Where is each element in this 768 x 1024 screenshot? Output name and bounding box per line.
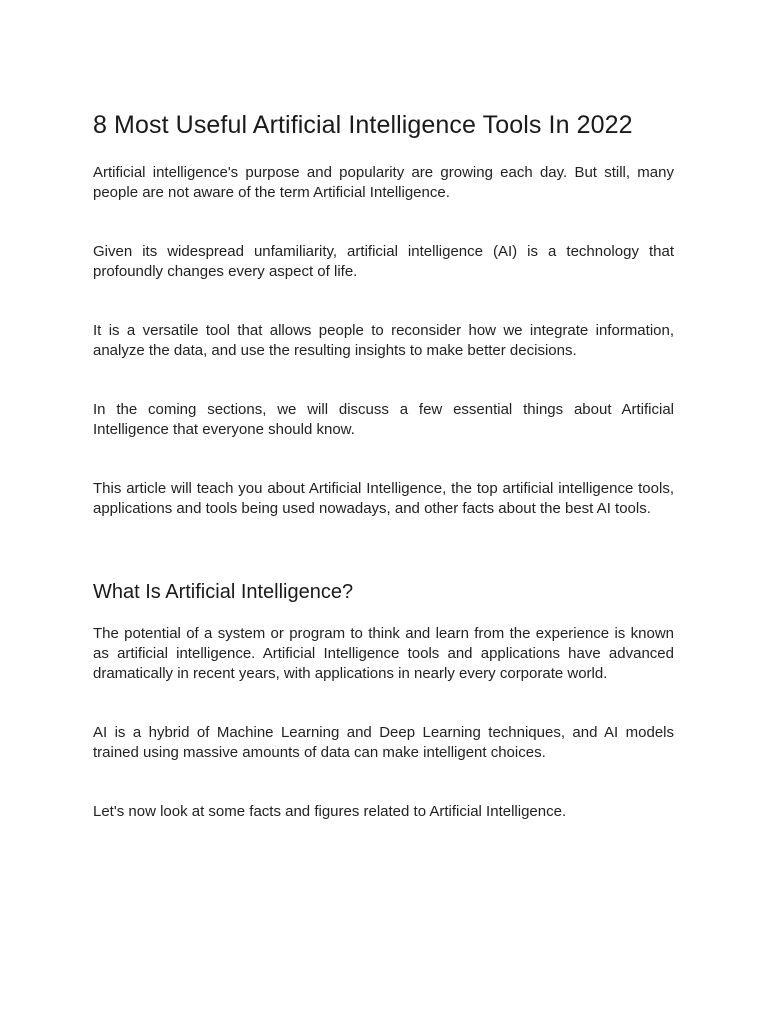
paragraph-spacer — [93, 203, 674, 242]
paragraph-spacer — [93, 361, 674, 400]
intro-paragraph-5: This article will teach you about Artificial Intelligence, the top artificial intelligence tools, applications and tools being used nowadays, and other facts about the best AI tools. — [93, 480, 674, 517]
paragraph-spacer — [93, 763, 674, 802]
paragraph-spacer — [93, 282, 674, 321]
paragraph-spacer — [93, 440, 674, 479]
paragraph-spacer — [93, 684, 674, 723]
intro-paragraph-4: In the coming sections, we will discuss a few essential things about Artificial Intelligence that everyone should know. — [93, 401, 674, 438]
intro-paragraph-2: Given its widespread unfamiliarity, artificial intelligence (AI) is a technology that profoundly changes every aspect of life. — [93, 243, 674, 280]
section-paragraph-2: AI is a hybrid of Machine Learning and Deep Learning techniques, and AI models trained using massive amounts of data can make intelligent choices. — [93, 724, 674, 761]
section-paragraph-3: Let's now look at some facts and figures related to Artificial Intelligence. — [93, 803, 567, 820]
document-page — [93, 108, 674, 822]
intro-paragraph-1: Artificial intelligence's purpose and popularity are growing each day. But still, many people are not aware of the term Artificial Intelligence. — [93, 164, 674, 201]
document-title: 8 Most Useful Artificial Intelligence Tools In 2022 — [93, 111, 633, 139]
section-heading: What Is Artificial Intelligence? — [93, 581, 354, 603]
section-spacer — [93, 519, 674, 578]
intro-paragraph-3: It is a versatile tool that allows people to reconsider how we integrate information, analyze the data, and use the resulting insights to make better decisions. — [93, 322, 674, 359]
section-paragraph-1: The potential of a system or program to think and learn from the experience is known as artificial intelligence. Artificial Intelligence tools and applications have advanced dramatically in recent years, with applications in nearly every corporate world. — [93, 625, 674, 682]
